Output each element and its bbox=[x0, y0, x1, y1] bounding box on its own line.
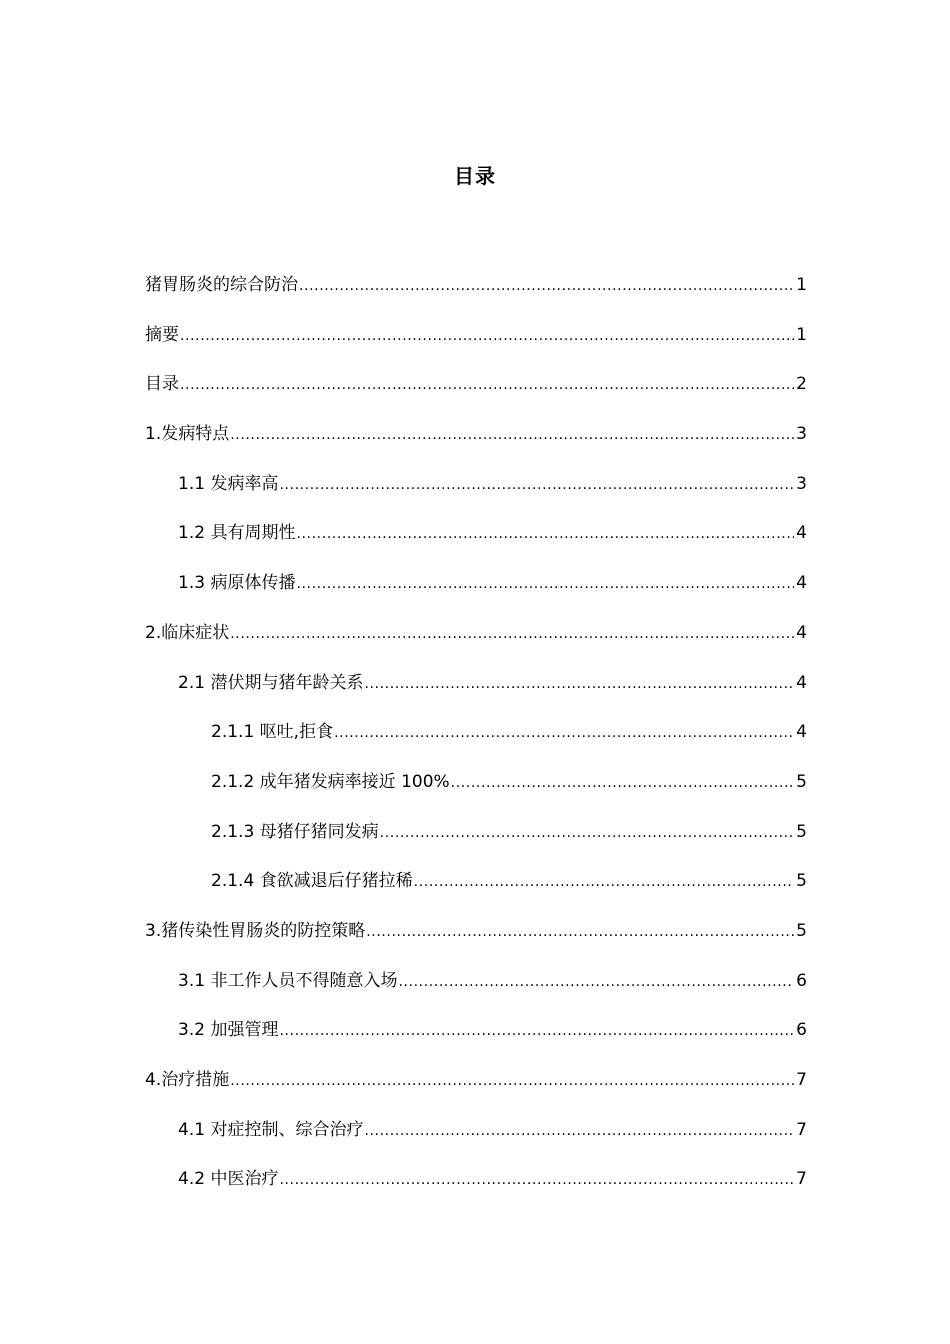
toc-entry[interactable] bbox=[145, 1013, 807, 1063]
toc-entry-title: 2.1.1 呕吐,拒食 bbox=[211, 722, 334, 743]
toc-dot-leader bbox=[414, 865, 795, 899]
toc-entry-title: 目录 bbox=[145, 374, 179, 395]
toc-entry[interactable] bbox=[145, 268, 807, 318]
toc-entry[interactable] bbox=[145, 815, 807, 865]
toc-dot-leader bbox=[364, 667, 794, 701]
toc-entry-title: 2.1.4 食欲减退后仔猪拉稀 bbox=[211, 871, 413, 892]
toc-dot-leader bbox=[279, 468, 794, 502]
toc-dot-leader bbox=[398, 965, 794, 999]
toc-page-number: 7 bbox=[796, 1169, 807, 1190]
toc-entry-title: 3.1 非工作人员不得随意入场 bbox=[178, 970, 398, 991]
toc-entry-title: 2.临床症状 bbox=[145, 622, 230, 643]
toc-entry[interactable] bbox=[145, 765, 807, 815]
toc-page-number: 7 bbox=[796, 1119, 807, 1140]
toc-dot-leader bbox=[180, 319, 794, 353]
toc-entry[interactable] bbox=[145, 964, 807, 1014]
toc-entry-title: 1.2 具有周期性 bbox=[178, 523, 296, 544]
toc-entry-title: 2.1.2 成年猪发病率接近 100% bbox=[211, 771, 450, 792]
toc-page-number: 7 bbox=[796, 1070, 807, 1090]
toc-page-number: 5 bbox=[796, 771, 807, 792]
toc-entry[interactable] bbox=[145, 1063, 807, 1113]
toc-entry[interactable] bbox=[145, 914, 807, 964]
toc-page-number: 4 bbox=[796, 573, 807, 594]
toc-entry-title: 4.治疗措施 bbox=[145, 1070, 230, 1090]
toc-page-number: 4 bbox=[796, 523, 807, 544]
toc-list bbox=[145, 268, 807, 1212]
toc-page-number: 1 bbox=[796, 275, 807, 295]
toc-dot-leader bbox=[299, 269, 794, 303]
toc-entry[interactable] bbox=[145, 1113, 807, 1163]
toc-entry-title: 1.1 发病率高 bbox=[178, 473, 279, 494]
toc-entry-title: 3.2 加强管理 bbox=[178, 1020, 279, 1041]
toc-entry[interactable] bbox=[145, 516, 807, 566]
toc-entry-title: 1.3 病原体传播 bbox=[178, 573, 296, 594]
toc-page-number: 6 bbox=[796, 1020, 807, 1041]
toc-dot-leader bbox=[230, 617, 794, 651]
toc-page-number: 6 bbox=[796, 970, 807, 991]
toc-dot-leader bbox=[366, 915, 794, 949]
toc-dot-leader bbox=[296, 517, 794, 551]
toc-page-number: 2 bbox=[796, 374, 807, 395]
toc-entry-title: 摘要 bbox=[145, 324, 179, 345]
toc-entry-title: 3.猪传染性胃肠炎的防控策略 bbox=[145, 920, 366, 941]
toc-page-number: 4 bbox=[796, 672, 807, 693]
toc-entry[interactable] bbox=[145, 566, 807, 616]
toc-dot-leader bbox=[380, 816, 795, 850]
toc-entry[interactable] bbox=[145, 1162, 807, 1212]
toc-dot-leader bbox=[334, 716, 794, 750]
toc-dot-leader bbox=[364, 1114, 794, 1148]
toc-entry[interactable] bbox=[145, 318, 807, 368]
toc-entry-title: 2.1 潜伏期与猪年龄关系 bbox=[178, 672, 364, 693]
toc-page-number: 3 bbox=[796, 424, 807, 445]
toc-dot-leader bbox=[230, 418, 794, 452]
toc-dot-leader bbox=[279, 1163, 794, 1197]
toc-page-number: 3 bbox=[796, 473, 807, 494]
toc-entry[interactable] bbox=[145, 417, 807, 467]
toc-entry[interactable] bbox=[145, 367, 807, 417]
toc-entry[interactable] bbox=[145, 715, 807, 765]
toc-dot-leader bbox=[180, 368, 794, 402]
toc-entry-title: 猪胃肠炎的综合防治 bbox=[145, 275, 298, 295]
toc-page-number: 5 bbox=[796, 871, 807, 892]
toc-entry-title: 4.1 对症控制、综合治疗 bbox=[178, 1119, 364, 1140]
toc-dot-leader bbox=[296, 567, 794, 601]
toc-page-number: 5 bbox=[796, 920, 807, 941]
toc-entry[interactable] bbox=[145, 666, 807, 716]
toc-page-number: 5 bbox=[796, 821, 807, 842]
toc-page-number: 4 bbox=[796, 722, 807, 743]
toc-page-number: 4 bbox=[796, 622, 807, 643]
toc-page-number: 1 bbox=[796, 324, 807, 345]
toc-heading: 目录 bbox=[454, 164, 496, 188]
toc-entry-title: 2.1.3 母猪仔猪同发病 bbox=[211, 821, 379, 842]
toc-dot-leader bbox=[279, 1014, 794, 1048]
toc-dot-leader bbox=[230, 1064, 794, 1098]
toc-entry-title: 4.2 中医治疗 bbox=[178, 1169, 279, 1190]
toc-entry[interactable] bbox=[145, 864, 807, 914]
toc-entry[interactable] bbox=[145, 467, 807, 517]
toc-entry-title: 1.发病特点 bbox=[145, 424, 230, 445]
toc-entry[interactable] bbox=[145, 616, 807, 666]
toc-dot-leader bbox=[451, 766, 795, 800]
